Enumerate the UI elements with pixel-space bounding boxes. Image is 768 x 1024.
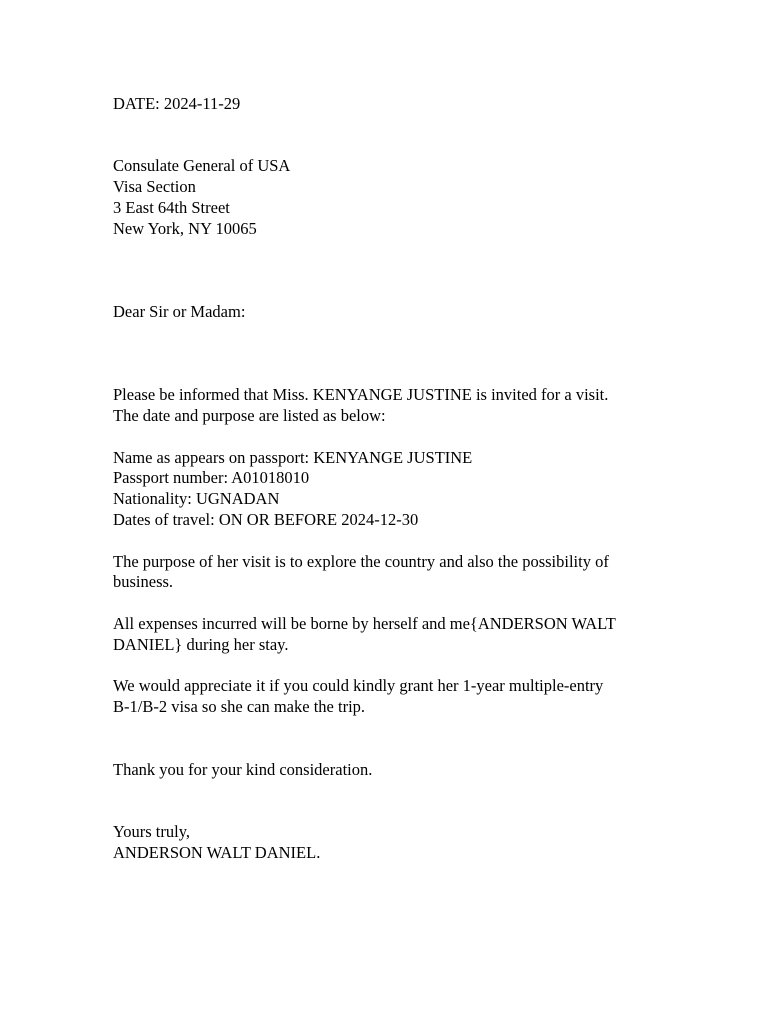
recipient-line: Visa Section xyxy=(113,177,196,197)
paragraph-line: Please be informed that Miss. KENYANGE JUSTINE is invited for a visit. xyxy=(113,385,609,405)
paragraph-line: The purpose of her visit is to explore the country and also the possibility of xyxy=(113,551,609,571)
detail-passport-number: Passport number: A01018010 xyxy=(113,468,310,488)
spacer xyxy=(113,718,673,760)
spacer xyxy=(113,656,673,677)
spacer xyxy=(113,323,673,385)
invitation-letter xyxy=(113,94,673,863)
visitor-details xyxy=(113,448,673,531)
spacer xyxy=(113,780,673,822)
detail-nationality: Nationality: UGNADAN xyxy=(113,489,280,509)
expenses-paragraph xyxy=(113,614,673,656)
paragraph-line: All expenses incurred will be borne by herself and me{ANDERSON WALT xyxy=(113,613,616,633)
intro-paragraph xyxy=(113,385,673,427)
closing: Yours truly, xyxy=(113,821,191,841)
recipient-address xyxy=(113,156,673,239)
signature-block xyxy=(113,822,673,864)
spacer xyxy=(113,115,673,157)
salutation: Dear Sir or Madam: xyxy=(113,301,246,321)
purpose-paragraph xyxy=(113,552,673,594)
detail-travel-dates: Dates of travel: ON OR BEFORE 2024-12-30 xyxy=(113,509,419,529)
spacer xyxy=(113,531,673,552)
recipient-line: 3 East 64th Street xyxy=(113,197,230,217)
signatory-name: ANDERSON WALT DANIEL. xyxy=(113,842,321,862)
paragraph-line: B-1/B-2 visa so she can make the trip. xyxy=(113,697,366,717)
spacer xyxy=(113,427,673,448)
request-paragraph xyxy=(113,676,673,718)
thanks-line: Thank you for your kind consideration. xyxy=(113,759,373,779)
detail-passport-name: Name as appears on passport: KENYANGE JUSTINE xyxy=(113,447,473,467)
spacer xyxy=(113,240,673,302)
paragraph-line: We would appreciate it if you could kindly grant her 1-year multiple-entry xyxy=(113,676,604,696)
paragraph-line: business. xyxy=(113,572,174,592)
recipient-line: Consulate General of USA xyxy=(113,156,291,176)
letter-date: DATE: 2024-11-29 xyxy=(113,94,241,113)
paragraph-line: The date and purpose are listed as below: xyxy=(113,405,386,425)
spacer xyxy=(113,593,673,614)
paragraph-line: DANIEL} during her stay. xyxy=(113,634,289,654)
recipient-line: New York, NY 10065 xyxy=(113,218,257,238)
